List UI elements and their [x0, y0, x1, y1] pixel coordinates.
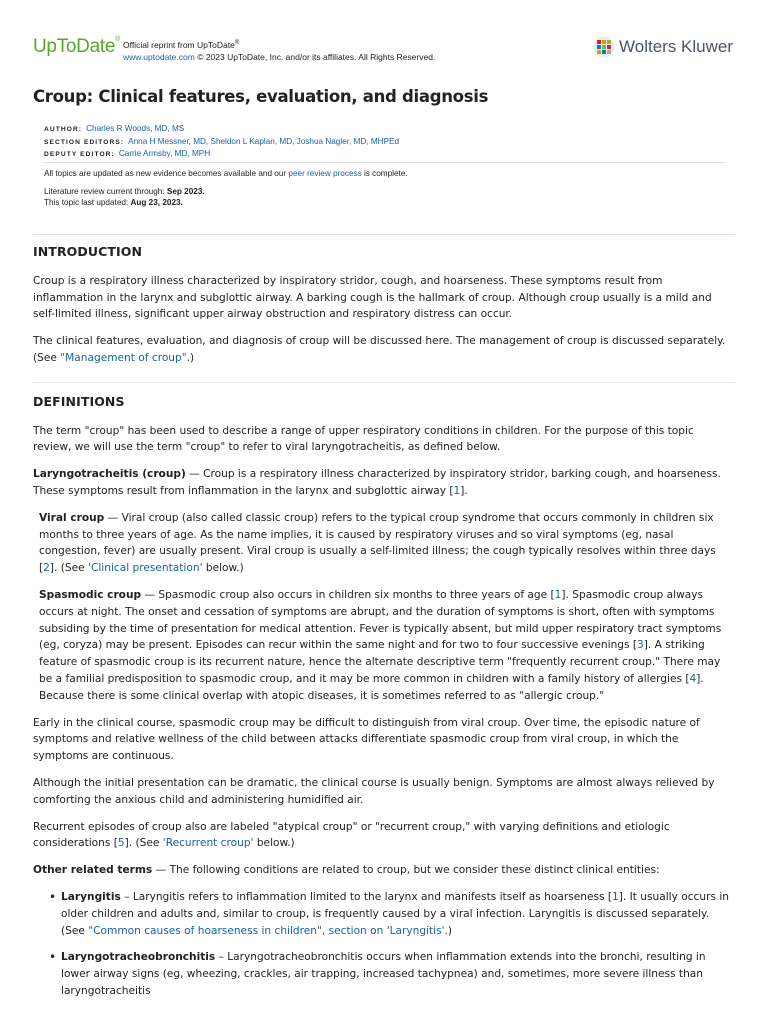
reference-link[interactable]: 2: [43, 562, 50, 575]
article-body: [33, 244, 735, 1000]
reference-link[interactable]: 4: [689, 672, 697, 685]
paragraph: The clinical features, evaluation, and diagnosis of croup will be discussed here. The management of croup is discussed separately. (See "Management of croup".): [33, 335, 726, 364]
update-notice: All topics are updated as new evidence becomes available and our peer review process is complete.: [44, 169, 408, 178]
literature-review-date: Literature review current through: Sep 2023.: [44, 186, 205, 196]
paragraph: Although the initial presentation can be dramatic, the clinical course is usually benign. Symptoms are almost always relieved by comforting the anxious child and administering humidified air.: [33, 776, 715, 806]
author-block: [44, 123, 399, 161]
definition-laryngotracheitis: Laryngotracheitis (croup) — Croup is a respiratory illness characterized by inspiratory stridor, barking cough, and hoarseness. These symptoms result from inflammation in the larynx and subglottic airway [1].: [33, 468, 721, 497]
last-updated-date: This topic last updated: Aug 23, 2023.: [44, 198, 183, 207]
list-item-laryngitis: • Laryngitis – Laryngitis refers to inflammation limited to the larynx and manifests itself as hoarseness [1]. It usually occurs in older children and adults and, similar to croup, is frequently caused by a viral infection. Laryngitis is discussed separately. (See "Common causes of hoarseness in children", section on 'Laryngitis'.): [61, 889, 735, 939]
site-link[interactable]: www.uptodate.com: [123, 51, 195, 62]
reference-link[interactable]: 3: [637, 639, 644, 652]
uptodate-logo[interactable]: UpToDate®: [33, 36, 120, 57]
paragraph: Recurrent episodes of croup also are labeled "atypical croup" or "recurrent croup," with varying definitions and etiologic considerations [5]. (See 'Recurrent croup' below.): [33, 820, 670, 850]
wolters-kluwer-globe-icon: [593, 36, 615, 58]
hoarseness-laryngitis-link[interactable]: "Common causes of hoarseness in children", section on 'Laryngitis': [88, 924, 445, 937]
definition-spasmodic-croup: Spasmodic croup — Spasmodic croup also occurs in children six months to three years of age [1]. Spasmodic croup always occurs at night. The onset and cessation of symptoms are abrupt, and the duration of symptoms is short, often with symptoms subsiding by the time of presentation for medical attention. Fever is typically absent, but mild upper respiratory tract symptoms (eg, coryza) may be present. Episodes can recur within the same night and for two to four successive evenings [3]. A striking feature of spasmodic croup is its recurrent nature, hence the alternate descriptive term "frequently recurrent croup." There may be a familial predisposition to spasmodic croup, and it may be more common in children with a family history of allergies [4]. Because there is some clinical overlap with atopic diseases, it is sometimes referred to as "allergic croup.": [39, 588, 722, 702]
other-related-terms: Other related terms — The following conditions are related to croup, but we consider these distinct clinical entities:: [33, 864, 660, 877]
related-terms-list: [33, 889, 735, 1000]
section-editors-row: SECTION EDITORS: Anna H Messner, MD, Sheldon L Kaplan, MD, Joshua Nagler, MD, MHPEd: [44, 136, 400, 146]
review-info: [44, 168, 408, 209]
divider: [33, 234, 735, 235]
divider: [44, 162, 725, 163]
reprint-notice: [123, 37, 435, 63]
definition-viral-croup: Viral croup — Viral croup (also called classic croup) refers to the typical croup syndrome that occurs commonly in children six months to three years of age. As the name implies, it is caused by respiratory viruses and so viral symptoms (eg, nasal congestion, fever) are usually present. Viral croup is usually a self-limited illness; the cough typically resolves within three days [2]. (See 'Clinical presentation' below.): [39, 511, 716, 575]
peer-review-link[interactable]: peer review process: [288, 169, 362, 178]
publisher-logo[interactable]: [593, 36, 733, 58]
recurrent-croup-link[interactable]: 'Recurrent croup': [162, 837, 254, 850]
author-row: AUTHOR: Charles R Woods, MD, MS: [44, 124, 185, 133]
paragraph: Croup is a respiratory illness characterized by inspiratory stridor, cough, and hoarseness. These symptoms result from inflammation in the larynx and subglottic airway. A barking cough is the hallmark of croup. Although croup usually is a mild and self-limited illness, significant upper airway obstruction and respiratory distress can occur.: [33, 274, 712, 321]
list-item-laryngotracheobronchitis: • Laryngotracheobronchitis – Laryngotracheobronchitis occurs when inflammation extends into the bronchi, resulting in lower airway signs (eg, wheezing, crackles, air trapping, increased tachypnea) and, sometimes, more severe illness than laryngotracheitis: [61, 949, 735, 999]
author-link[interactable]: Charles R Woods, MD, MS: [86, 124, 185, 133]
paragraph: Early in the clinical course, spasmodic croup may be difficult to distinguish from viral croup. Over time, the episodic nature of symptoms and relative wellness of the child between attacks differentiate spasmodic croup from viral croup, in which the symptoms are continuous.: [33, 716, 700, 763]
page-title: Croup: Clinical features, evaluation, and diagnosis: [33, 87, 489, 106]
section-heading-definitions: DEFINITIONS: [33, 393, 125, 409]
section-heading-introduction: INTRODUCTION: [33, 244, 143, 259]
reprint-line: Official reprint from UpToDate®: [123, 39, 240, 50]
reference-link[interactable]: 1: [453, 484, 461, 497]
deputy-editor-row: DEPUTY EDITOR: Carrie Armsby, MD, MPH: [44, 149, 211, 158]
reference-link[interactable]: 5: [117, 837, 125, 850]
deputy-editor-link[interactable]: Carrie Armsby, MD, MPH: [118, 149, 211, 158]
reprint-header: [33, 36, 733, 66]
section-editors-link[interactable]: Anna H Messner, MD, Sheldon L Kaplan, MD, Joshua Nagler, MD, MHPEd: [128, 136, 400, 146]
publisher-name: Wolters Kluwer: [619, 37, 733, 56]
clinical-presentation-link[interactable]: 'Clinical presentation': [88, 562, 203, 575]
reference-link[interactable]: 1: [612, 890, 619, 903]
paragraph: The term "croup" has been used to describe a range of upper respiratory conditions in children. For the purpose of this topic review, we will use the term "croup" to refer to viral laryngotracheitis, as defined below.: [33, 424, 694, 454]
reference-link[interactable]: 1: [554, 588, 562, 601]
management-of-croup-link[interactable]: "Management of croup": [60, 351, 187, 364]
copyright-line: www.uptodate.com © 2023 UpToDate, Inc. and/or its affiliates. All Rights Reserved.: [123, 51, 436, 62]
